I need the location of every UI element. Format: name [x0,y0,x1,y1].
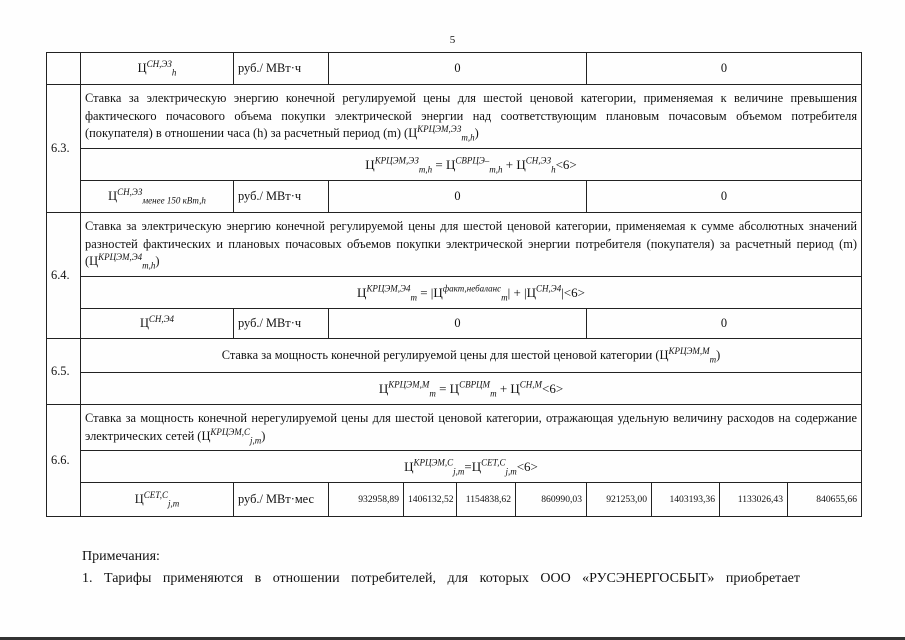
formula-row [47,149,862,181]
table-row [47,181,862,213]
formula: $Ц^{КРЦЭМ,М}_m = Ц^{СВРЦМ}_m + Ц^{СН,М}<6>$ [81,373,862,405]
value-cell: 0 [329,53,587,85]
formula-row [47,277,862,309]
formula-row [47,373,862,405]
unit-cell: руб./ МВт·ч [234,309,329,339]
section-number: 6.4. [47,213,81,339]
rate-symbol: $Ц^{СН,Э4}$ [81,309,234,339]
value-cell: 0 [587,309,862,339]
section-row [47,85,862,149]
value-cell: 932958,89 [329,483,404,517]
section-description: Ставка за электрическую энергию конечной регулируемой цены для шестой ценовой категории, применяемая к сумме абсолютных значений разностей фактических и плановых почасовых объемов покупки электрической энергии потребителя (покупателя) за расчетный период (m) $(Ц^{КРЦЭМ,Э4}_{m,h})$ [81,213,862,277]
unit-cell: руб./ МВт·ч [234,53,329,85]
section-description: Ставка за мощность конечной регулируемой цены для шестой ценовой категории $(Ц^{КРЦЭМ,М}_m)$ [81,339,862,373]
section-row [47,405,862,451]
unit-cell: руб./ МВт·мес [234,483,329,517]
section-description: Ставка за электрическую энергию конечной регулируемой цены для шестой ценовой категории, применяемая к величине превышения фактического почасового объема покупки электрической энергии над соответствующим плановым почасовым объемом потребителя (покупателя) в отношении часа (h) за расчетный период (m) $(Ц^{КРЦЭМ,ЭЗ}_{m,h})$ [81,85,862,149]
unit-cell: руб./ МВт·ч [234,181,329,213]
section-number: 6.3. [47,85,81,213]
rate-symbol: $Ц^{СЕТ,C}_{j,m}$ [81,483,234,517]
value-cell: 840655,66 [788,483,862,517]
page-number: 5 [449,34,456,46]
value-cell: 860990,03 [516,483,587,517]
tariff-table [46,52,862,517]
rate-symbol: $Ц^{СН,ЭЗ}_h$ [81,53,234,85]
table-row [47,483,862,517]
value-cell: 1154838,62 [457,483,516,517]
rate-symbol: $Ц^{СН,ЭЗ}_{менее 150 кВт,h}$ [81,181,234,213]
section-number: 6.5. [47,339,81,405]
formula: $Ц^{КРЦЭМ,ЭЗ}_{m,h} = Ц^{СВРЦЭ-}_{m,h} + Ц^{СН,ЭЗ}_h<6>$ [81,149,862,181]
value-cell: 0 [329,309,587,339]
formula: $Ц^{КРЦЭМ,Э4}_m = |Ц^{факт,небаланс}_m| + |Ц^{СН,Э4}|<6>$ [81,277,862,309]
table-row [47,309,862,339]
value-cell: 1403193,36 [652,483,720,517]
note-item: 1. Тарифы применяются в отношении потребителей, для которых ООО «РУСЭНЕРГОСБЫТ» приобретает [82,571,801,586]
value-cell: 921253,00 [587,483,652,517]
value-cell: 0 [587,53,862,85]
section-number: 6.6. [47,405,81,517]
notes-section [82,546,862,590]
table-row [47,53,862,85]
value-cell: 1406132,52 [404,483,457,517]
value-cell: 0 [587,181,862,213]
section-row [47,213,862,277]
notes-heading: Примечания: [82,549,160,564]
value-cell: 1133026,43 [720,483,788,517]
section-description: Ставка за мощность конечной нерегулируемой цены для шестой ценовой категории, отражающая удельную величину расходов на содержание электрических сетей $(Ц^{КРЦЭМ,C}_{j,m})$ [81,405,862,451]
section-row [47,339,862,373]
formula-row [47,451,862,483]
value-cell: 0 [329,181,587,213]
formula: $Ц^{КРЦЭМ,C}_{j,m}=Ц^{СЕТ,C}_{j,m}<6>$ [81,451,862,483]
